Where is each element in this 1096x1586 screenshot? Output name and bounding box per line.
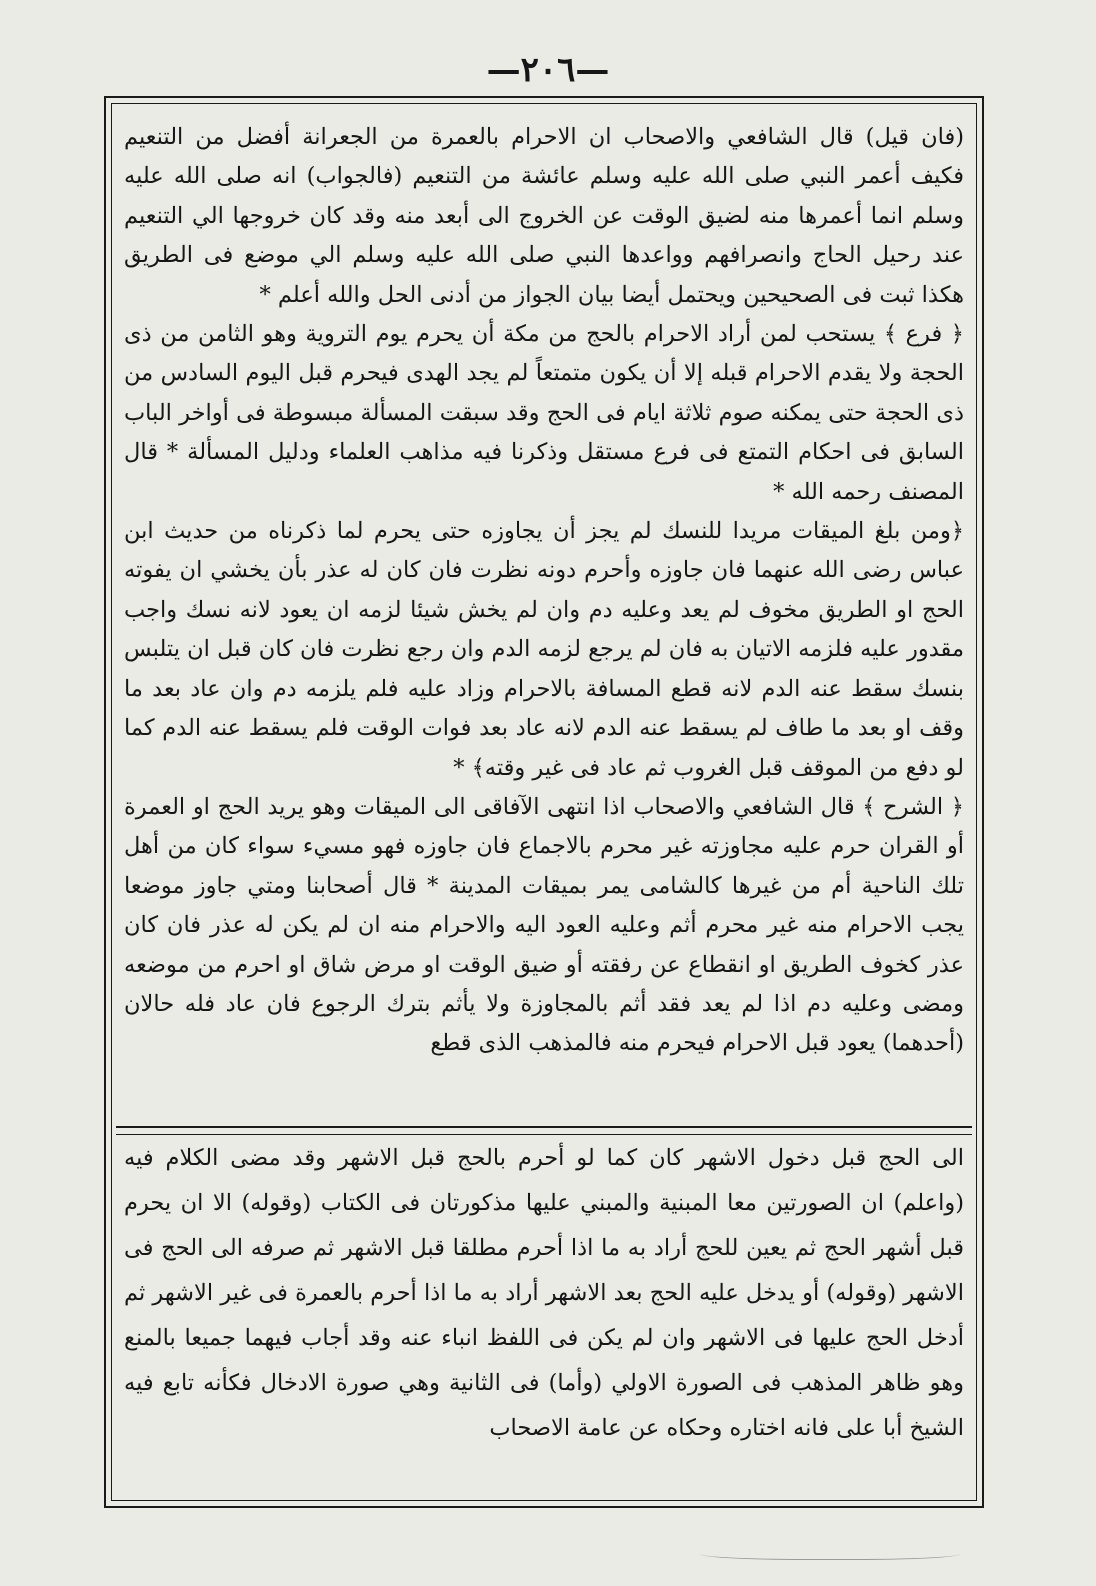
main-text [124, 118, 964, 1118]
footer-ink-mark [700, 1545, 960, 1560]
footnote-text [124, 1136, 964, 1491]
footnote-paragraph: الى الحج قبل دخول الاشهر كان كما لو أحرم بالحج قبل الاشهر وقد مضى الكلام فيه (واعلم) ان الصورتين معا المبنية والمبني عليها مذكورتان فى الكتاب (وقوله) الا ان يحرم قبل أشهر الحج ثم يعين للحج أراد به ما اذا أحرم مطلقا قبل الاشهر ثم صرفه الى الحج فى الاشهر (وقوله) أو يدخل عليه الحج بعد الاشهر أراد به ما اذا أحرم بالعمرة فى غير الاشهر ثم أدخل الحج عليها فى الاشهر وان لم يكن فى اللفظ انباء عنه وقد أجاب فيهما جميعا بالمنع وهو ظاهر المذهب فى الصورة الاولي (وأما) فى الثانية وهي صورة الادخال فكأنه تابع فيه الشيخ أبا على فانه اختاره وحكاه عن عامة الاصحاب [124, 1145, 964, 1441]
paragraph-commentary: ﴿ الشرح ﴾ قال الشافعي والاصحاب اذا انتهى الآفاقى الى الميقات وهو يريد الحج او العمرة أو القران حرم عليه مجاوزته غير محرم بالاجماع فان جاوزه فهو مسيء سواء كان من أهل تلك الناحية أم من غيرها كالشامى يمر بميقات المدينة * قال أصحابنا ومتي جاوز موضعا يجب الاحرام منه غير محرم أثم وعليه العود اليه والاحرام منه ان لم يكن له عذر فان كان عذر كخوف الطريق او انقطاع عن رفقته أو ضيق الوقت او مرض شاق او احرم من موضعه ومضى وعليه دم اذا لم يعد فقد أثم بالمجاوزة ولا يأثم بترك الرجوع فان عاد فله حالان (أحدهما) يعود قبل الاحرام فيحرم منه فالمذهب الذى قطع [124, 793, 964, 1057]
paragraph-objection: (فان قيل) قال الشافعي والاصحاب ان الاحرام بالعمرة من الجعرانة أفضل من التنعيم فكيف أعمر النبي صلى الله عليه وسلم عائشة من التنعيم (فالجواب) انه صلى الله عليه وسلم انما أعمرها منه لضيق الوقت عن الخروج الى أبعد منه وقد كان خروجها الي التنعيم عند رحيل الحاج وانصرافهم وواعدها النبي صلى الله عليه وسلم الي موضع فى الطريق هكذا ثبت فى الصحيحين ويحتمل أيضا بيان الجواز من أدنى الحل والله أعلم * [124, 124, 964, 308]
footnote-separator [116, 1126, 972, 1135]
paragraph-author-text: ﴿ومن بلغ الميقات مريدا للنسك لم يجز أن يجاوزه حتى يحرم لما ذكرناه من حديث ابن عباس رضى الله عنهما فان جاوزه وأحرم دونه نظرت فان كان له عذر بأن يخشي ان يفوته الحج او الطريق مخوف لم يعد وعليه دم وان لم يخش شيئا لزمه ان يعود لانه نسك واجب مقدور عليه فلزمه الاتيان به فان لم يرجع لزمه الدم وان رجع نظرت فان كان قبل ان يتلبس بنسك سقط عنه الدم لانه قطع المسافة بالاحرام وزاد عليه فلم يلزمه دم وان عاد بعد ما وقف او بعد ما طاف لم يسقط عنه الدم لانه عاد بعد فوات الوقت فلم يسقط عنه الدم كما لو دفع من الموقف قبل الغروب ثم عاد فى غير وقته﴾ * [124, 518, 964, 781]
page-number: —٢٠٦— [486, 50, 610, 90]
paragraph-branch: ﴿ فرع ﴾ يستحب لمن أراد الاحرام بالحج من مكة أن يحرم يوم التروية وهو الثامن من ذى الحجة ولا يقدم الاحرام قبله إلا أن يكون متمتعاً لم يجد الهدى فيحرم قبل اليوم السادس من ذى الحجة حتى يمكنه صوم ثلاثة ايام فى الحج وقد سبقت المسألة مبسوطة فى أواخر الباب السابق فى احكام التمتع فى فرع مستقل وذكرنا فيه مذاهب العلماء ودليل المسألة * قال المصنف رحمه الله * [124, 321, 964, 505]
